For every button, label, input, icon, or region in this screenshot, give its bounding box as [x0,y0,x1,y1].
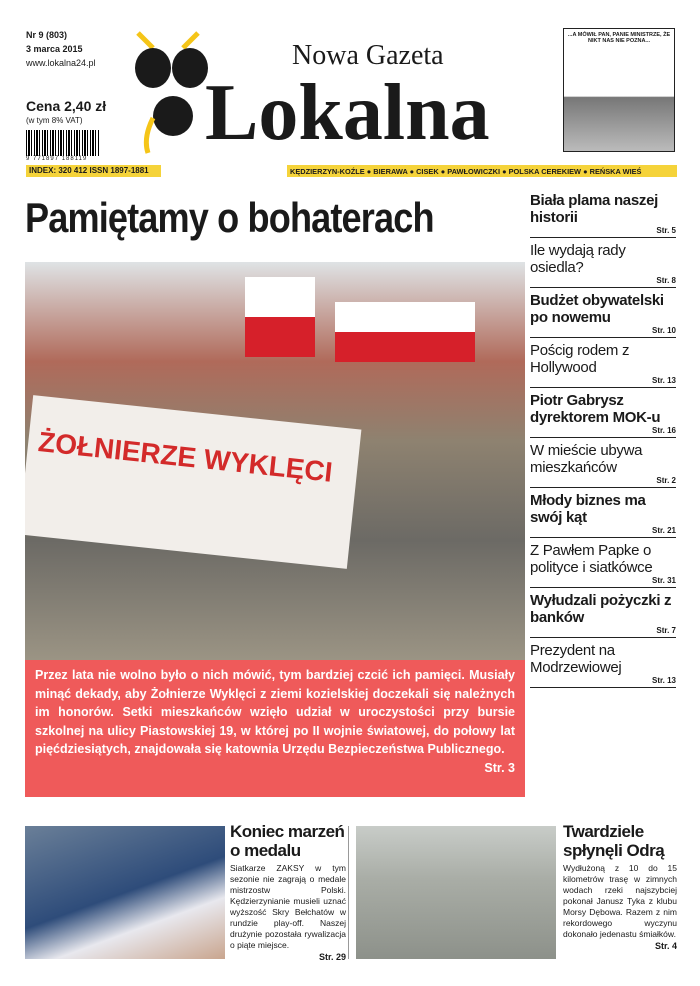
lead-page-ref: Str. 3 [484,760,515,775]
march-banner [25,395,361,569]
issue-info [26,28,96,70]
story-text: Siatkarze ZAKSY w tym sezonie nie zagrają o medale mistrzostw Polski. Kędzierzynianie musieli uznać wyższość Skry Bełchatów w rundzie play-off. Naszej drużynie pozostała rywalizacja o piąte miejsce. [230,863,346,950]
flag-icon [335,302,475,362]
brand-subtitle: Nowa Gazeta [292,40,444,71]
teaser-title: Z Pawłem Papke o polityce i siatkówce [530,542,653,576]
bottom-story-volleyball[interactable] [230,822,346,963]
teaser-title: Pościg rodem z Hollywood [530,342,630,376]
teaser-page: Str. 21 [651,526,676,535]
issue-number: Nr 9 (803) [26,30,68,40]
teaser-title: Prezydent na Modrzewiowej [530,642,622,676]
sidebar-teaser[interactable] [530,542,676,588]
story-title: Twardziele spłynęli Odrą [563,822,665,860]
sidebar-teaser[interactable] [530,192,676,238]
teaser-page: Str. 2 [656,476,676,485]
teaser-title: Biała plama naszej historii [530,192,658,226]
towns-bar: KĘDZIERZYN-KOŹLE ● BIERAWA ● CISEK ● PAWŁOWICZKI ● POLSKA CEREKIEW ● REŃSKA WIEŚ [287,165,677,177]
teaser-page: Str. 5 [656,226,676,235]
sidebar-teaser[interactable] [530,242,676,288]
story-page: Str. 29 [318,952,346,962]
cartoon-caption: ...A MÓWIŁ PAN, PANIE MINISTRZE, ŻE NIKT NAS NIE POZNA... [567,32,671,44]
sidebar-teasers [530,192,676,692]
bottom-story-swimmers[interactable] [563,822,677,952]
sidebar-teaser[interactable] [530,642,676,688]
cartoon [563,28,675,152]
sidebar-teaser[interactable] [530,342,676,388]
flag-icon [245,277,315,357]
barcode-number: 9 771897 188119 [26,156,88,162]
vat-note: (w tym 8% VAT) [26,116,83,125]
teaser-page: Str. 13 [651,676,676,685]
teaser-page: Str. 31 [651,576,676,585]
lead-photo [25,262,525,660]
lead-headline[interactable]: Pamiętamy o bohaterach [25,194,434,241]
story-text: Wydłużoną z 10 do 15 kilometrów trasę w zimnych wodach rzeki najszybciej pokonał Janusz Tyka z klubu Morsy Dębowa. Razem z nim rekordowego wyczynu dokonało jedenastu śmiałków. [563,863,677,939]
sidebar-teaser[interactable] [530,592,676,638]
swimmers-photo [356,826,556,959]
lead-caption [25,660,525,797]
teaser-title: Wyłudzali pożyczki z banków [530,592,672,626]
divider [348,826,349,959]
sidebar-teaser[interactable] [530,442,676,488]
teaser-title: Młody biznes ma swój kąt [530,492,646,526]
teaser-title: Ile wydają rady osiedla? [530,242,626,276]
price: Cena 2,40 zł [26,98,107,114]
teaser-page: Str. 7 [656,626,676,635]
brand-title: Lokalna [205,69,490,157]
story-title: Koniec marzeń o medalu [230,822,345,860]
banner-text: ŻOŁNIERZE WYKLĘCI [36,426,334,488]
teaser-page: Str. 13 [651,376,676,385]
teaser-page: Str. 16 [651,426,676,435]
teaser-title: W mieście ubywa mieszkańców [530,442,643,476]
lead-caption-text: Przez lata nie wolno było o nich mówić, tym bardziej czcić ich pamięci. Musiały minąć dekady, aby Żołnierze Wyklęci z ziemi kozielskiej doczekali się należnych im honorów. Setki mieszkańców wzięło udział w uroczystości przy bursie szkolnej na ulicy Piastowskiej 19, w której po II wojnie światowej, do połowy lat pięćdziesiątych, znajdowała się katownia Urzędu Bezpieczeństwa Publicznego. [35,668,515,756]
teaser-page: Str. 10 [651,326,676,335]
sidebar-teaser[interactable] [530,492,676,538]
teaser-title: Piotr Gabrysz dyrektorem MOK-u [530,392,661,426]
barcode [26,130,100,156]
teaser-page: Str. 8 [656,276,676,285]
sidebar-teaser[interactable] [530,292,676,338]
volleyball-photo [25,826,225,959]
sidebar-teaser[interactable] [530,392,676,438]
issue-date: 3 marca 2015 [26,44,83,54]
teaser-title: Budżet obywatelski po nowemu [530,292,664,326]
story-page: Str. 4 [654,941,677,951]
website-link[interactable]: www.lokalna24.pl [26,58,96,68]
index-issn: INDEX: 320 412 ISSN 1897-1881 [26,165,161,177]
